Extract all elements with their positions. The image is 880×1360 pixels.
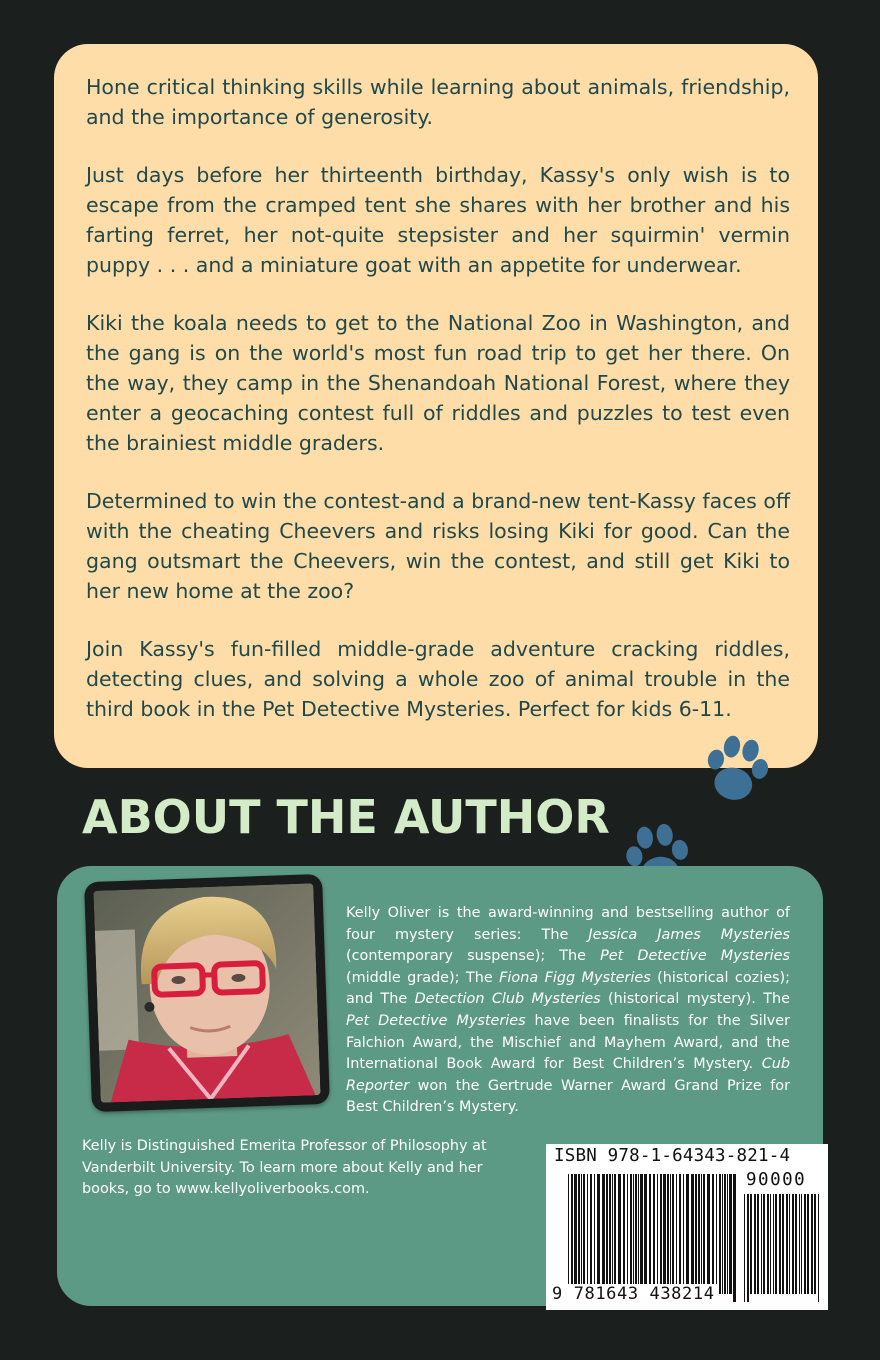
barcode-bar xyxy=(581,1174,582,1294)
barcode-bar xyxy=(635,1174,637,1294)
barcode-bar xyxy=(754,1194,756,1294)
barcode-bar xyxy=(571,1174,573,1302)
barcode-bar xyxy=(807,1194,809,1294)
barcode-bar xyxy=(638,1174,639,1294)
barcode-bar xyxy=(606,1174,608,1294)
barcode-bar xyxy=(695,1174,697,1294)
barcode-bar xyxy=(686,1174,689,1294)
barcode-bar xyxy=(767,1194,769,1294)
barcode-bar xyxy=(623,1174,625,1294)
barcode-bar xyxy=(724,1174,726,1294)
barcode-bar xyxy=(757,1194,759,1294)
barcode-bar xyxy=(653,1174,655,1294)
barcode-bar xyxy=(698,1174,700,1294)
author-photo xyxy=(93,883,320,1103)
barcode-bar xyxy=(716,1174,717,1294)
barcode-bar xyxy=(574,1174,577,1294)
blurb-paragraph: Just days before her thirteenth birthday, Kassy's only wish is to escape from the cramped tent she shares with her brother and his farting ferret, her not-quite stepsister and her squirmin' vermin puppy . . . and a miniature goat with an appetite for underwear. xyxy=(86,163,790,277)
blurb-paragraph: Hone critical thinking skills while learning about animals, friendship, and the importance of generosity. xyxy=(86,75,790,129)
barcode-bar xyxy=(789,1194,790,1294)
about-heading: ABOUT THE AUTHOR xyxy=(82,790,610,844)
barcode-bar xyxy=(612,1174,613,1294)
barcode-bar xyxy=(801,1194,802,1294)
barcode-bar xyxy=(763,1194,765,1294)
barcode-bar xyxy=(640,1174,643,1294)
barcode-bar xyxy=(663,1174,666,1294)
barcode-bar xyxy=(729,1174,732,1294)
barcode-bar xyxy=(818,1194,819,1302)
barcode-bar xyxy=(644,1174,647,1294)
blurb-paragraph: Join Kassy's fun-filled middle-grade adventure cracking riddles, detecting clues, and solving a whole zoo of animal trouble in the third book in the Pet Detective Mysteries. Perfect for kids 6-11. xyxy=(86,637,790,721)
barcode-bar xyxy=(568,1174,569,1302)
barcode-bar xyxy=(712,1174,714,1294)
barcode-bar xyxy=(667,1174,669,1294)
barcode-bar xyxy=(590,1174,592,1294)
blurb-paragraph: Kiki the koala needs to get to the National Zoo in Washington, and the gang is on the world's most fun road trip to get her there. On the way, they camp in the Shenandoah National Forest, where they enter a geocaching contest full of riddles and puzzles to test even the brainiest middle graders. xyxy=(86,311,790,455)
price-code: 90000 xyxy=(746,1170,807,1190)
barcode-bar xyxy=(770,1194,771,1294)
barcode-bar xyxy=(630,1174,632,1294)
barcode-bar xyxy=(670,1174,671,1294)
barcode-bar xyxy=(744,1194,745,1302)
barcode-bar xyxy=(786,1194,788,1294)
barcode-bar xyxy=(578,1174,580,1294)
barcode-bar xyxy=(792,1194,794,1294)
author-bio: Kelly Oliver is the award-winning and bestselling author of four mystery series: The Jessica James Mysteries (contemporary suspense); The Pet Detective Mysteries (middle grade); The Fiona Figg Mysteries (historical cozies); and The Detection Club Mysteries (historical mystery). The Pet Detective Mysteries have been finalists for the Silver Falchion Award, the Mischief and Mayhem Award, and the International Book Award for Best Children’s Mystery. Cub Reporter won the Gertrude Warner Award Grand Prize for Best Children’s Mystery. xyxy=(346,905,791,1116)
barcode-bar xyxy=(719,1174,721,1294)
author-bio-secondary: Kelly is Distinguished Emerita Professor of Philosophy at Vanderbilt University. To learn more about Kelly and her books, go to www.kellyoliverbooks.com. xyxy=(82,1138,487,1198)
barcode-bar xyxy=(750,1194,752,1294)
barcode-bar xyxy=(701,1174,702,1294)
barcode-bar xyxy=(703,1174,705,1294)
barcode-bar xyxy=(587,1174,588,1294)
blurb-text xyxy=(86,72,790,752)
barcode-bar xyxy=(782,1194,784,1294)
barcode-bar xyxy=(691,1174,694,1294)
ean-number: 9 781643 438214 xyxy=(552,1284,715,1304)
barcode-bar xyxy=(727,1174,728,1294)
barcode-bar xyxy=(811,1194,813,1294)
barcode-bar xyxy=(660,1174,662,1294)
barcode-bar xyxy=(649,1174,651,1294)
ean-bars xyxy=(568,1174,738,1302)
barcode-bar xyxy=(602,1174,605,1294)
barcode-bar xyxy=(657,1174,658,1294)
photo-frame xyxy=(84,874,330,1112)
barcode-bar xyxy=(679,1174,681,1294)
barcode-bar xyxy=(775,1194,777,1294)
barcode-bar xyxy=(614,1174,616,1294)
barcode-bar xyxy=(594,1174,595,1294)
barcode-bar xyxy=(814,1194,816,1294)
barcode-bar xyxy=(761,1194,762,1294)
barcode-bar xyxy=(779,1194,781,1294)
barcode-bar xyxy=(583,1174,585,1294)
barcode-bar xyxy=(799,1194,800,1294)
barcode-bar xyxy=(722,1174,723,1294)
barcode-bar xyxy=(795,1194,797,1294)
barcode-bar xyxy=(676,1174,677,1294)
isbn-label: ISBN 978-1-64343-821-4 xyxy=(554,1146,791,1166)
barcode-bar xyxy=(597,1174,600,1294)
barcode-bar xyxy=(747,1194,749,1302)
barcode-bar xyxy=(609,1174,611,1294)
barcode-bar xyxy=(618,1174,621,1294)
isbn-barcode xyxy=(546,1144,828,1310)
blurb-paragraph: Determined to win the contest-and a brand-new tent-Kassy faces off with the cheating Cheevers and risks losing Kiki for good. Can the gang outsmart the Cheevers, win the contest, and still get Kiki to her new home at the zoo? xyxy=(86,489,790,603)
barcode-bar xyxy=(804,1194,806,1294)
addon-bars xyxy=(744,1194,822,1302)
barcode-bar xyxy=(627,1174,628,1294)
paw-print-icon xyxy=(694,730,778,812)
barcode-bar xyxy=(683,1174,684,1294)
barcode-bar xyxy=(707,1174,710,1294)
barcode-bar xyxy=(633,1174,634,1294)
barcode-bar xyxy=(672,1174,674,1294)
barcode-bar xyxy=(773,1194,774,1294)
barcode-bar xyxy=(733,1174,736,1302)
